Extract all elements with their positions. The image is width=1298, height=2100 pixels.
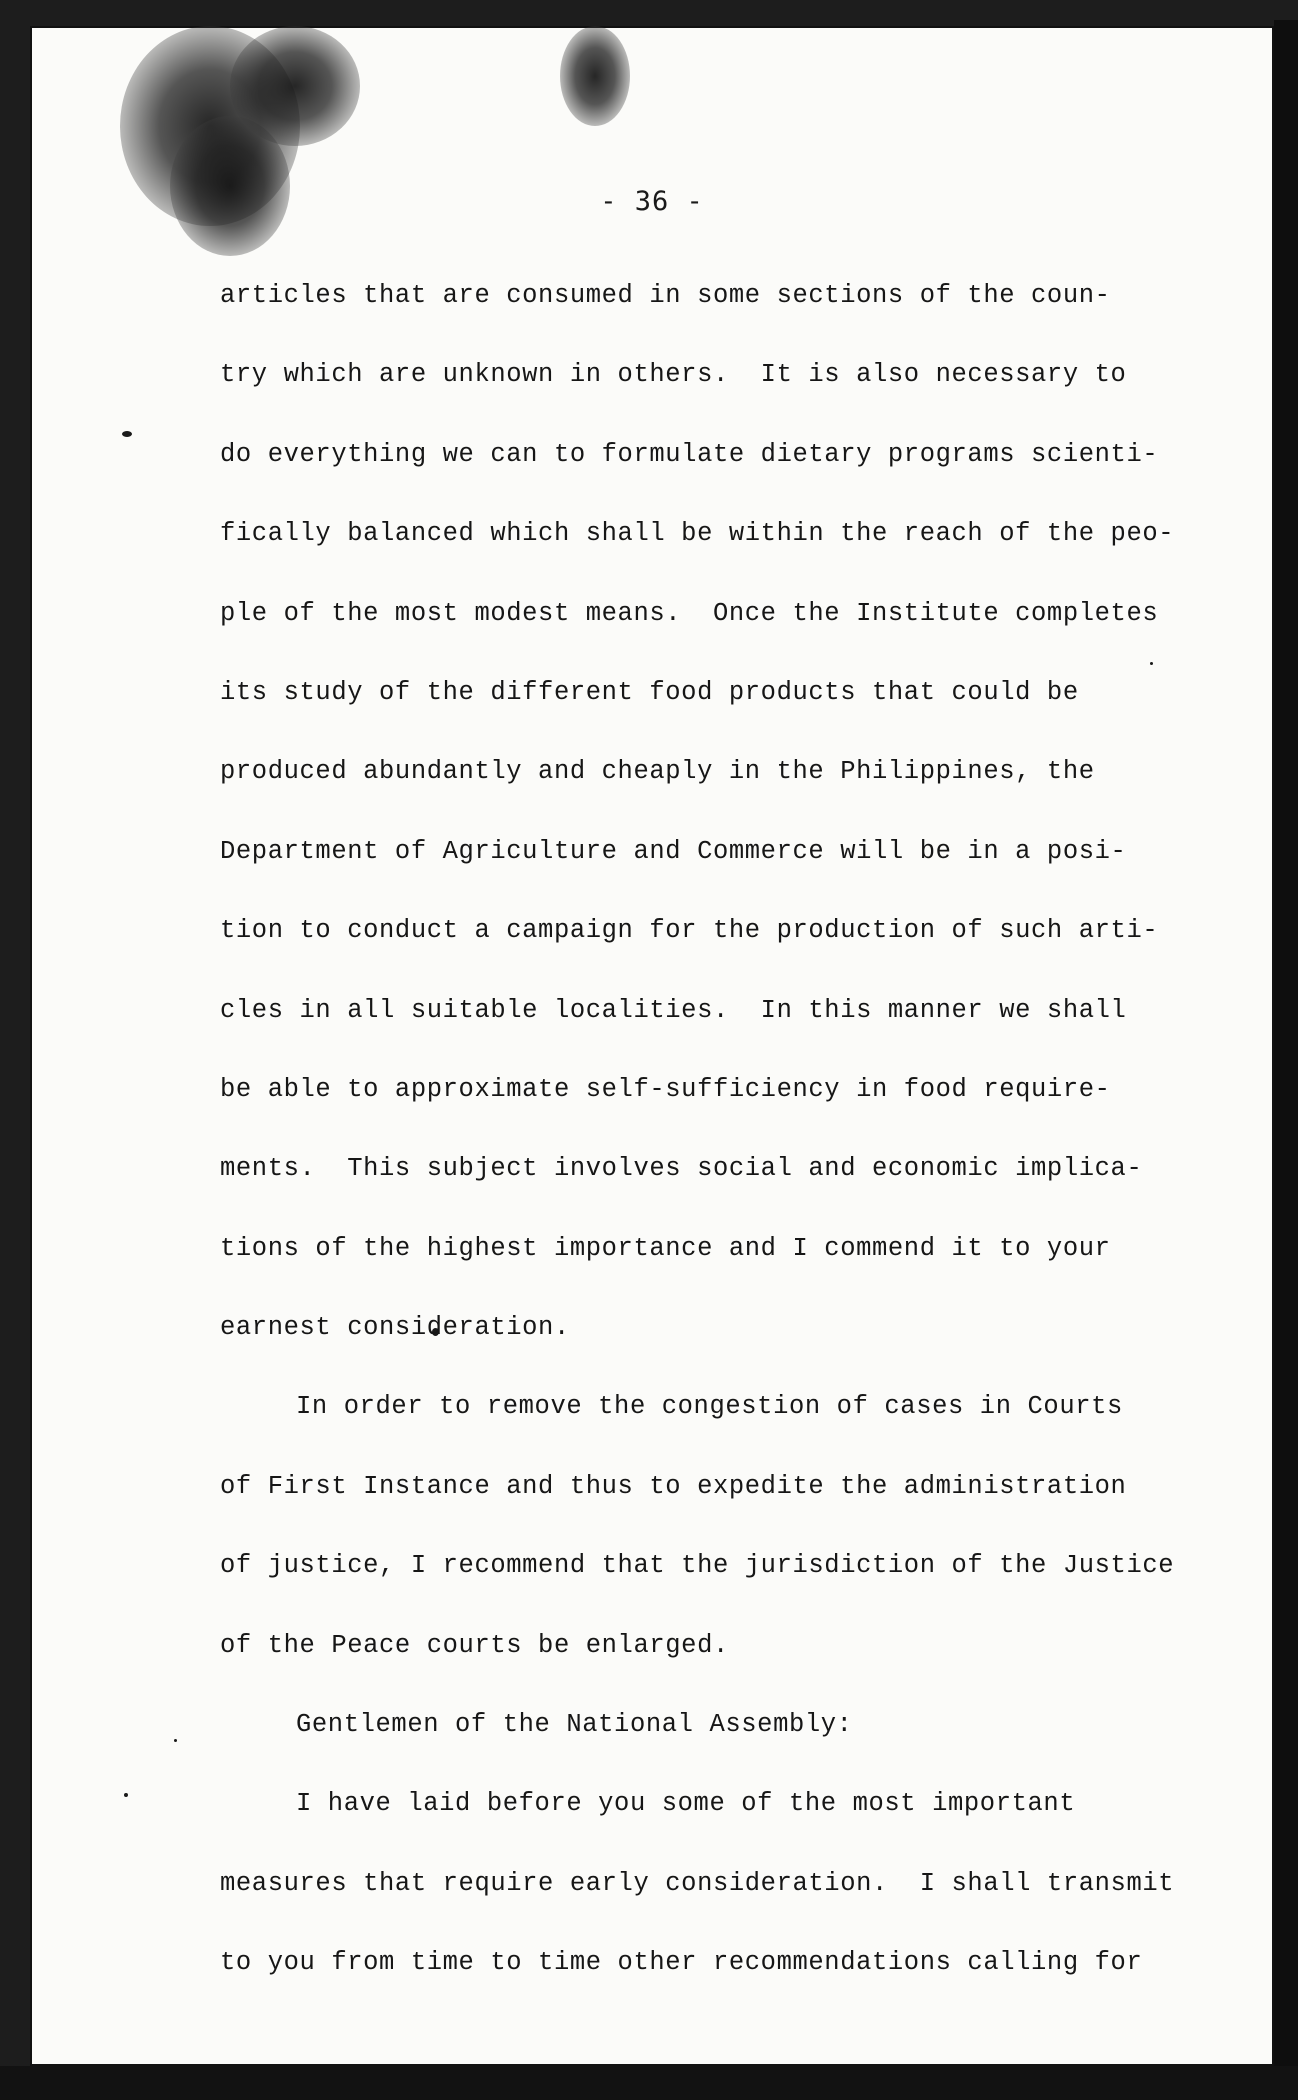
text-line: tions of the highest importance and I commend it to your bbox=[220, 1233, 1111, 1263]
speck bbox=[122, 431, 132, 437]
text-line: of the Peace courts be enlarged. bbox=[220, 1630, 729, 1660]
text-line: produced abundantly and cheaply in the Philippines, the bbox=[220, 757, 1095, 787]
scan-edge-bottom bbox=[0, 2066, 1298, 2100]
text-line: In order to remove the congestion of cases in Courts bbox=[296, 1392, 1123, 1422]
text-line: do everything we can to formulate dietary programs scienti- bbox=[220, 439, 1159, 469]
text-line: Gentlemen of the National Assembly: bbox=[296, 1710, 853, 1740]
text-line: articles that are consumed in some sections of the coun- bbox=[220, 281, 1111, 310]
text-line: its study of the different food products that could be bbox=[220, 677, 1079, 707]
ink-stain bbox=[560, 26, 630, 126]
page-number: - 36 - bbox=[600, 186, 704, 217]
text-line: Department of Agriculture and Commerce will be in a posi- bbox=[220, 836, 1127, 866]
text-line: I have laid before you some of the most important bbox=[296, 1789, 1076, 1819]
text-line: cles in all suitable localities. In this manner we shall bbox=[220, 995, 1127, 1025]
text-line: measures that require early consideration. I shall transmit bbox=[220, 1868, 1175, 1898]
text-line: of justice, I recommend that the jurisdiction of the Justice bbox=[220, 1551, 1175, 1581]
speck bbox=[124, 1793, 128, 1797]
ink-stain bbox=[230, 26, 360, 146]
scan-edge-right bbox=[1274, 20, 1298, 2080]
text-line: ple of the most modest means. Once the Institute completes bbox=[220, 598, 1159, 628]
body-text bbox=[220, 256, 1220, 2003]
text-line: of First Instance and thus to expedite the administration bbox=[220, 1471, 1127, 1501]
document-page bbox=[30, 26, 1274, 2066]
text-line: be able to approximate self-sufficiency in food require- bbox=[220, 1074, 1111, 1104]
text-line: fically balanced which shall be within the reach of the peo- bbox=[220, 519, 1175, 549]
text-line: try which are unknown in others. It is also necessary to bbox=[220, 360, 1127, 390]
text-line: to you from time to time other recommendations calling for bbox=[220, 1948, 1143, 1978]
text-line: ments. This subject involves social and economic implica- bbox=[220, 1154, 1143, 1184]
speck bbox=[174, 1739, 177, 1742]
text-line: earnest consideration. bbox=[220, 1313, 570, 1343]
text-line: tion to conduct a campaign for the production of such arti- bbox=[220, 916, 1159, 946]
